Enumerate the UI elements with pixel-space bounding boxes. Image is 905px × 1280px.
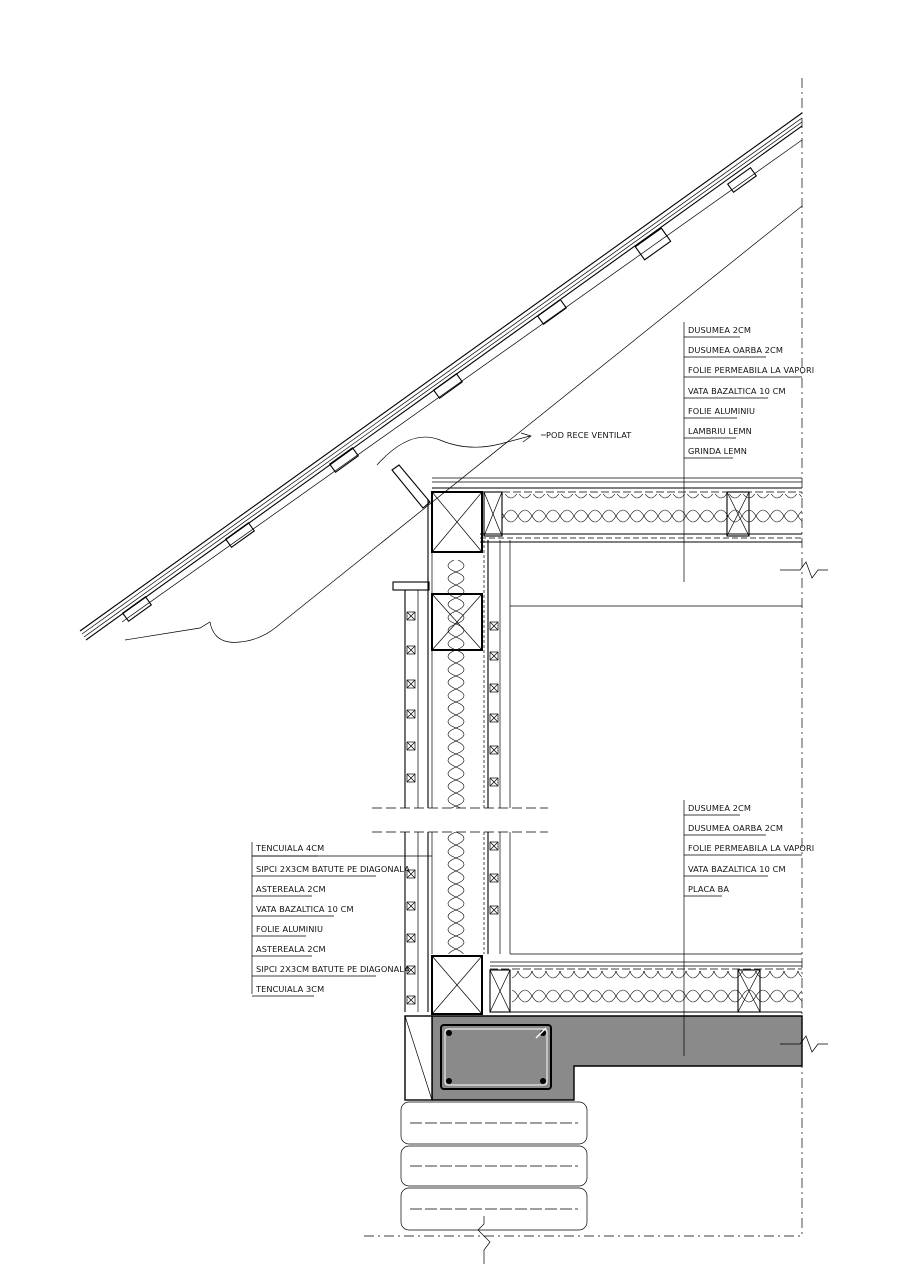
- roof-space-label: POD RECE VENTILAT: [546, 430, 632, 440]
- ground-floor-assembly: [432, 954, 802, 1014]
- insulation-attic: [502, 494, 802, 534]
- label-wall-5: FOLIE ALUMINIU: [256, 924, 324, 934]
- batten: [330, 448, 359, 472]
- label-ground-1: DUSUMEA 2CM: [688, 803, 752, 813]
- label-ground-4: VATA BAZALTICA 10 CM: [688, 864, 786, 874]
- foundation-logs: [401, 1102, 587, 1264]
- inner-lath-marks: [490, 622, 498, 914]
- label-attic-7: GRINDA LEMN: [688, 446, 747, 456]
- label-wall-7: SIPCI 2X3CM BATUTE PE DIAGONALA: [256, 964, 410, 974]
- batten: [728, 168, 757, 192]
- rebar: [446, 1078, 452, 1084]
- roof-battens: [123, 168, 757, 621]
- label-attic-6: LAMBRIU LEMN: [688, 426, 752, 436]
- insulation-wall-upper: [432, 560, 482, 808]
- label-wall-8: TENCUIALA 3CM: [256, 984, 325, 994]
- insulation-wall-lower: [432, 832, 482, 954]
- label-ground-3: FOLIE PERMEABILA LA VAPORI: [688, 843, 815, 853]
- insulation-floor: [512, 971, 802, 1011]
- label-ground-5: PLACA BA: [688, 884, 730, 894]
- label-attic-5: FOLIE ALUMINIU: [688, 406, 756, 416]
- label-attic-4: VATA BAZALTICA 10 CM: [688, 386, 786, 396]
- wall-assembly: [372, 500, 548, 1012]
- eave-board: [393, 582, 429, 590]
- break-line: [780, 562, 828, 578]
- batten: [434, 374, 463, 398]
- label-wall-4: VATA BAZALTICA 10 CM: [256, 904, 354, 914]
- label-wall-3: ASTEREALA 2CM: [256, 884, 326, 894]
- label-attic-2: DUSUMEA OARBA 2CM: [688, 345, 784, 355]
- ventilation-arrowhead: [521, 433, 531, 442]
- roof-cover-line-3: [84, 122, 802, 637]
- ventilation-arrow: [377, 436, 530, 465]
- concrete-slab: [405, 1016, 828, 1100]
- roof-cover-line-2: [82, 118, 802, 634]
- batten: [123, 597, 152, 621]
- label-wall-6: ASTEREALA 2CM: [256, 944, 326, 954]
- label-wall-1: TENCUIALA 4CM: [256, 843, 325, 853]
- label-attic-1: DUSUMEA 2CM: [688, 325, 752, 335]
- label-wall-2: SIPCI 2X3CM BATUTE PE DIAGONALA: [256, 864, 410, 874]
- roof-strut: [392, 465, 430, 508]
- rebar: [540, 1078, 546, 1084]
- label-attic-3: FOLIE PERMEABILA LA VAPORI: [688, 365, 815, 375]
- batten: [226, 523, 255, 547]
- break-line: [478, 1216, 490, 1264]
- label-ground-2: DUSUMEA OARBA 2CM: [688, 823, 784, 833]
- callout-attic-floor: [684, 322, 814, 582]
- rebar: [446, 1030, 452, 1036]
